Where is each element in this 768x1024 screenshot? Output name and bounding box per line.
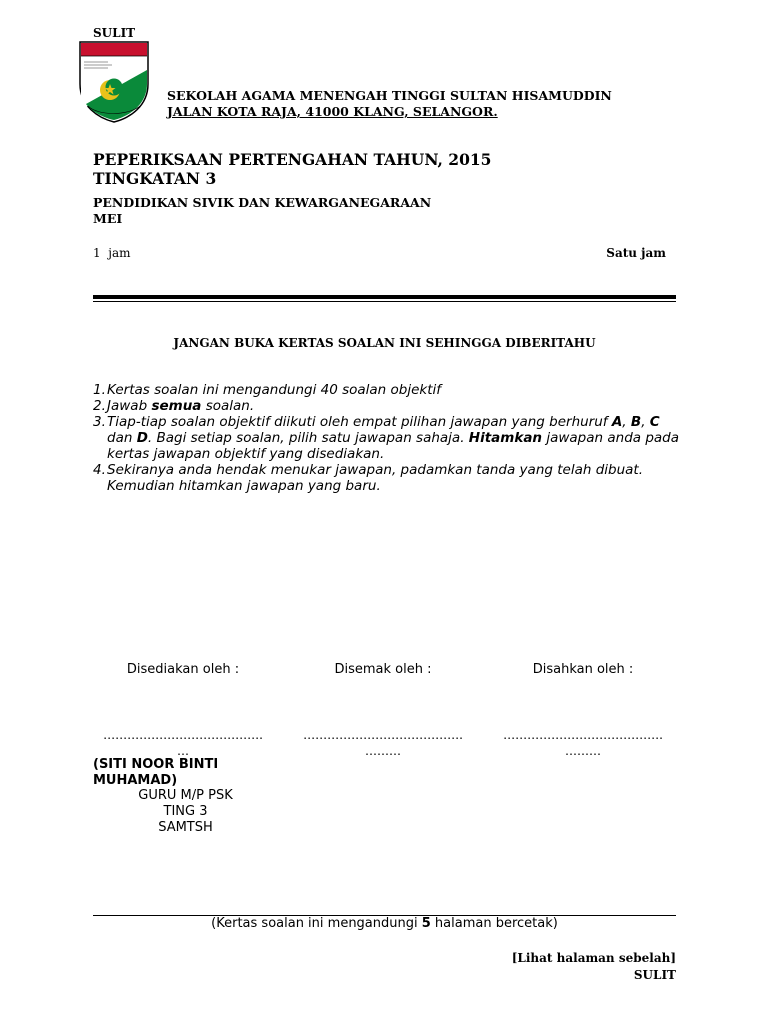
instruction-text: Tiap-tiap soalan objektif diikuti oleh empat pilihan jawapan yang berhuruf <box>107 414 612 430</box>
duration-words: Satu jam <box>606 246 666 260</box>
header-divider-thick <box>93 295 676 299</box>
signature-line-approved <box>488 727 678 759</box>
school-name: SEKOLAH AGAMA MENENGAH TINGGI SULTAN HISAMUDDIN <box>167 88 612 103</box>
instructions-list <box>93 382 683 494</box>
instruction-emphasis: B <box>630 414 642 430</box>
teacher-school-code: SAMTSH <box>158 820 213 835</box>
school-address: JALAN KOTA RAJA, 41000 KLANG, SELANGOR. <box>167 104 498 119</box>
instruction-text: soalan. <box>201 398 255 414</box>
instruction-emphasis: Hitamkan <box>468 430 543 446</box>
instruction-number: 2. <box>93 398 106 414</box>
header-divider-thin <box>93 301 676 302</box>
checked-by-label: Disemak oleh : <box>334 662 432 677</box>
signature-dots: …………………………………. <box>103 728 263 742</box>
teacher-role: GURU M/P PSK <box>138 788 233 803</box>
instruction-text: jawapan anda pada kertas jawapan objektif yang disediakan. <box>107 430 680 462</box>
instruction-text: . Bagi setiap soalan, pilih satu jawapan sahaja. <box>147 430 469 446</box>
instruction-item <box>93 414 683 462</box>
approved-by-label: Disahkan oleh : <box>532 662 634 677</box>
instruction-emphasis: semua <box>151 398 202 414</box>
instruction-number: 1. <box>93 382 106 398</box>
school-crest-logo <box>78 40 150 124</box>
exam-month: MEI <box>93 211 123 226</box>
instruction-emphasis: D <box>136 430 148 446</box>
teacher-class: TING 3 <box>163 804 208 819</box>
instruction-number: 3. <box>93 414 106 430</box>
page-count-note <box>93 916 676 931</box>
confidential-label-top: SULIT <box>93 26 136 40</box>
page-count-text: (Kertas soalan ini mengandungi <box>211 916 422 931</box>
instruction-text: Sekiranya anda hendak menukar jawapan, padamkan tanda yang telah dibuat. Kemudian hitamkan jawapan yang baru. <box>107 462 644 494</box>
instruction-text: , <box>622 414 631 430</box>
prepared-by-label: Disediakan oleh : <box>126 662 240 677</box>
instruction-text: Jawab <box>107 398 152 414</box>
exam-title-line1: PEPERIKSAAN PERTENGAHAN TAHUN, 2015 <box>93 150 492 169</box>
page-count-text: halaman bercetak) <box>430 916 558 931</box>
instruction-item <box>93 398 683 414</box>
instruction-text: Kertas soalan ini mengandungi 40 soalan objektif <box>107 382 442 398</box>
signature-dots: ……… <box>365 744 401 758</box>
instruction-emphasis: A <box>611 414 623 430</box>
instruction-number: 4. <box>93 462 106 478</box>
exam-title-line2: TINGKATAN 3 <box>93 169 217 188</box>
instruction-emphasis: C <box>649 414 660 430</box>
signature-dots: … <box>177 744 189 758</box>
do-not-open-warning: JANGAN BUKA KERTAS SOALAN INI SEHINGGA DIBERITAHU <box>173 336 596 350</box>
signature-line-prepared <box>88 727 278 759</box>
subject-name: PENDIDIKAN SIVIK DAN KEWARGANEGARAAN <box>93 195 432 210</box>
crest-banner <box>81 43 147 56</box>
instruction-text: dan <box>107 430 137 446</box>
teacher-details <box>93 788 278 836</box>
duration-short: 1 jam <box>93 246 131 260</box>
signature-dots: ……… <box>565 744 601 758</box>
see-next-page-label: [Lihat halaman sebelah] <box>511 951 676 965</box>
subject-block <box>93 195 431 227</box>
page-count-number: 5 <box>421 916 431 931</box>
confidential-label-bottom: SULIT <box>633 968 676 982</box>
exam-title <box>93 150 491 188</box>
signature-dots: …………………………………. <box>303 728 463 742</box>
signature-line-checked <box>288 727 478 759</box>
signature-dots: …………………………………. <box>503 728 663 742</box>
instruction-item <box>93 462 683 494</box>
instruction-text: , <box>641 414 650 430</box>
teacher-name: (SITI NOOR BINTI MUHAMAD) <box>93 757 219 788</box>
instruction-item <box>93 382 683 398</box>
school-header <box>167 88 612 120</box>
